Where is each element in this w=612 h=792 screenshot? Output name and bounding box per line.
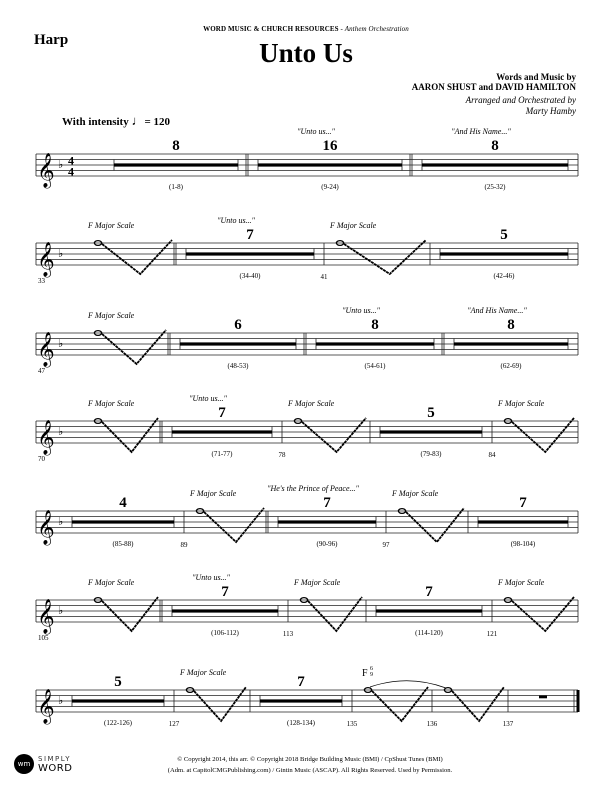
scale-label: F Major Scale [180, 668, 227, 677]
rest-count: 8 [507, 317, 515, 333]
measure-range: (128-134) [287, 719, 315, 727]
rest-count: 7 [218, 405, 226, 421]
scale-gesture [347, 666, 446, 728]
scale-label: F Major Scale [88, 578, 135, 587]
copyright-line-1: © Copyright 2014, this arr. © Copyright 2018 Bridge Building Music (BMI) / CpShust Tunes (BMI) [177, 756, 443, 763]
quarter-note-icon: ♩ [131, 113, 145, 128]
staff-system [36, 573, 578, 642]
flat-icon: ♭ [58, 158, 64, 171]
scale-gesture [87, 578, 162, 631]
rest-count: 7 [297, 674, 305, 690]
lyric-cue: "Unto us..." [342, 306, 380, 315]
measure-number: 113 [282, 630, 294, 638]
logo-bottom-text: WORD [38, 763, 73, 774]
glissando-line [302, 418, 366, 452]
measure-range: (9-24) [321, 183, 339, 191]
scale-label: F Major Scale [392, 489, 439, 498]
chord-subscript: 9 [370, 672, 373, 678]
treble-clef-icon: 𝄞 [37, 332, 55, 367]
multi-measure-rest [180, 317, 306, 370]
measure-range: (42-46) [493, 272, 515, 280]
multi-measure-rest [258, 127, 412, 191]
glissando-line [344, 240, 426, 274]
measure-number: 137 [502, 720, 514, 728]
scale-label: F Major Scale [498, 399, 545, 408]
rest-count: 7 [425, 584, 433, 600]
staff-system [36, 216, 578, 285]
measure-range: (34-40) [239, 272, 261, 280]
lyric-cue: "Unto us..." [189, 394, 227, 403]
arranger: Marty Hamby [525, 106, 576, 116]
measure-number: 97 [382, 541, 390, 549]
measure-number: 78 [278, 451, 286, 459]
flat-icon: ♭ [58, 247, 64, 260]
staff-system [36, 306, 578, 375]
measure-range: (122-126) [104, 719, 132, 727]
treble-clef-icon: 𝄞 [37, 599, 55, 634]
tempo-value: = 120 [144, 116, 171, 128]
flat-icon: ♭ [58, 604, 64, 617]
measure-range: (62-69) [500, 362, 522, 370]
multi-measure-rest [422, 127, 568, 191]
flat-icon: ♭ [58, 515, 64, 528]
measure-number: 121 [486, 630, 498, 638]
scale-gesture [181, 489, 269, 549]
glissando-line [308, 597, 362, 631]
multi-measure-rest [316, 306, 444, 370]
rest-count: 5 [427, 405, 435, 421]
glissando-line [102, 330, 166, 364]
treble-clef-icon: 𝄞 [37, 153, 55, 188]
glissando-line [512, 597, 574, 631]
scale-gesture [487, 578, 574, 638]
flat-icon: ♭ [58, 337, 64, 350]
scale-gesture [87, 399, 162, 452]
flat-icon: ♭ [58, 694, 64, 707]
rest-count: 8 [491, 138, 499, 154]
measure-range: (25-32) [484, 183, 506, 191]
rest-count: 8 [371, 317, 379, 333]
measure-range: (98-104) [510, 540, 536, 548]
publisher-name: WORD MUSIC & CHURCH RESOURCES [203, 25, 339, 33]
measure-range: (48-53) [227, 362, 249, 370]
glissando-line [102, 240, 172, 274]
logo-top-text: SIMPLY [38, 755, 72, 763]
staff-system [36, 666, 580, 728]
logo-mark-icon: wm [14, 754, 34, 774]
multi-measure-rest [172, 394, 282, 458]
treble-clef-icon: 𝄞 [37, 242, 55, 277]
measure-range: (106-112) [211, 629, 239, 637]
rest-count: 16 [322, 138, 338, 154]
lyric-cue: "And His Name..." [451, 127, 511, 136]
scale-gesture [87, 311, 170, 364]
rest-count: 5 [114, 674, 122, 690]
multi-measure-rest [380, 405, 492, 458]
glissando-line [204, 508, 264, 542]
scale-gesture [383, 489, 469, 549]
time-signature-bottom: 4 [68, 164, 74, 179]
composers: AARON SHUST and DAVID HAMILTON [411, 82, 576, 92]
rest-count: 8 [172, 138, 180, 154]
measure-range: (85-88) [112, 540, 134, 548]
glissando-line [406, 508, 464, 542]
multi-measure-rest [172, 573, 288, 637]
multi-measure-rest [114, 138, 248, 191]
time-signature-top: 4 [68, 153, 74, 168]
credits-label: Words and Music by [496, 72, 576, 82]
song-title: Unto Us [259, 38, 353, 68]
measure-number: 41 [320, 273, 328, 281]
scale-label: F Major Scale [288, 399, 335, 408]
flat-icon: ♭ [58, 425, 64, 438]
multi-measure-rest [454, 306, 568, 370]
scale-gesture [283, 578, 366, 638]
measure-range: (79-83) [420, 450, 442, 458]
rest-count: 4 [119, 495, 127, 511]
scale-label: F Major Scale [498, 578, 545, 587]
copyright-line-2: (Adm. at CapitolCMGPublishing.com) / Gintin Music (ASCAP). All Rights Reserved. Used by Permission. [167, 767, 453, 774]
measure-range: (54-61) [364, 362, 386, 370]
measure-number: 84 [488, 451, 496, 459]
rest-count: 7 [323, 495, 331, 511]
glissando-line [512, 418, 574, 452]
multi-measure-rest [478, 495, 568, 548]
chord-symbol: F [362, 668, 368, 679]
treble-clef-icon: 𝄞 [37, 689, 55, 724]
measure-number: 89 [180, 541, 188, 549]
tie-arc [370, 681, 446, 688]
rest-count: 7 [246, 227, 254, 243]
lyric-cue: "Unto us..." [192, 573, 230, 582]
glissando-line [194, 687, 246, 721]
scale-label: F Major Scale [190, 489, 237, 498]
rest-count: 6 [234, 317, 242, 333]
glissando-line [102, 418, 158, 452]
rest-count: 7 [221, 584, 229, 600]
scale-gesture [169, 668, 250, 728]
lyric-cue: "He's the Prince of Peace..." [267, 484, 359, 493]
chord-superscript: 6 [370, 666, 373, 672]
lyric-cue: "And His Name..." [467, 306, 527, 315]
glissando-line [102, 597, 158, 631]
glissando-line [452, 687, 504, 721]
measure-range: (90-96) [316, 540, 338, 548]
scale-gesture [87, 221, 176, 274]
glissando-line [372, 687, 428, 721]
instrument-name: Harp [34, 32, 69, 48]
scale-label: F Major Scale [88, 399, 135, 408]
measure-range: (71-77) [211, 450, 233, 458]
scale-gesture [489, 399, 575, 459]
multi-measure-rest [72, 495, 184, 548]
rest-count: 7 [519, 495, 527, 511]
measure-number: 105 [38, 634, 49, 642]
scale-label: F Major Scale [294, 578, 341, 587]
whole-rest-icon [539, 696, 547, 699]
measure-range: (114-120) [415, 629, 443, 637]
multi-measure-rest [376, 584, 492, 637]
scale-gesture [279, 399, 371, 459]
rest-count: 5 [500, 227, 508, 243]
scale-label: F Major Scale [88, 221, 135, 230]
measure-number: 135 [346, 720, 358, 728]
measure-number: 33 [38, 277, 45, 285]
copyright-notice [100, 754, 520, 776]
staff-system [36, 484, 578, 549]
multi-measure-rest [267, 484, 386, 548]
treble-clef-icon: 𝄞 [37, 420, 55, 455]
multi-measure-rest [72, 674, 174, 727]
arranger-label: Arranged and Orchestrated by [465, 95, 576, 105]
final-barline [577, 690, 580, 712]
measure-range: (1-8) [169, 183, 183, 191]
measure-number: 70 [38, 455, 45, 463]
lyric-cue: "Unto us..." [297, 127, 335, 136]
series-name: - Anthem Orchestration [338, 25, 409, 33]
multi-measure-rest [186, 216, 324, 280]
tempo-text: With intensity [62, 116, 129, 128]
scale-gesture [321, 221, 431, 281]
scale-gesture [427, 687, 508, 728]
measure-number: 136 [426, 720, 438, 728]
measure-number: 47 [38, 367, 45, 375]
multi-measure-rest [440, 227, 568, 280]
staff-system [36, 127, 578, 191]
treble-clef-icon: 𝄞 [37, 510, 55, 545]
measure-number: 127 [168, 720, 180, 728]
multi-measure-rest [260, 674, 352, 727]
scale-label: F Major Scale [88, 311, 135, 320]
staff-system [36, 394, 578, 463]
lyric-cue: "Unto us..." [217, 216, 255, 225]
scale-label: F Major Scale [330, 221, 377, 230]
simply-word-logo [14, 754, 72, 774]
